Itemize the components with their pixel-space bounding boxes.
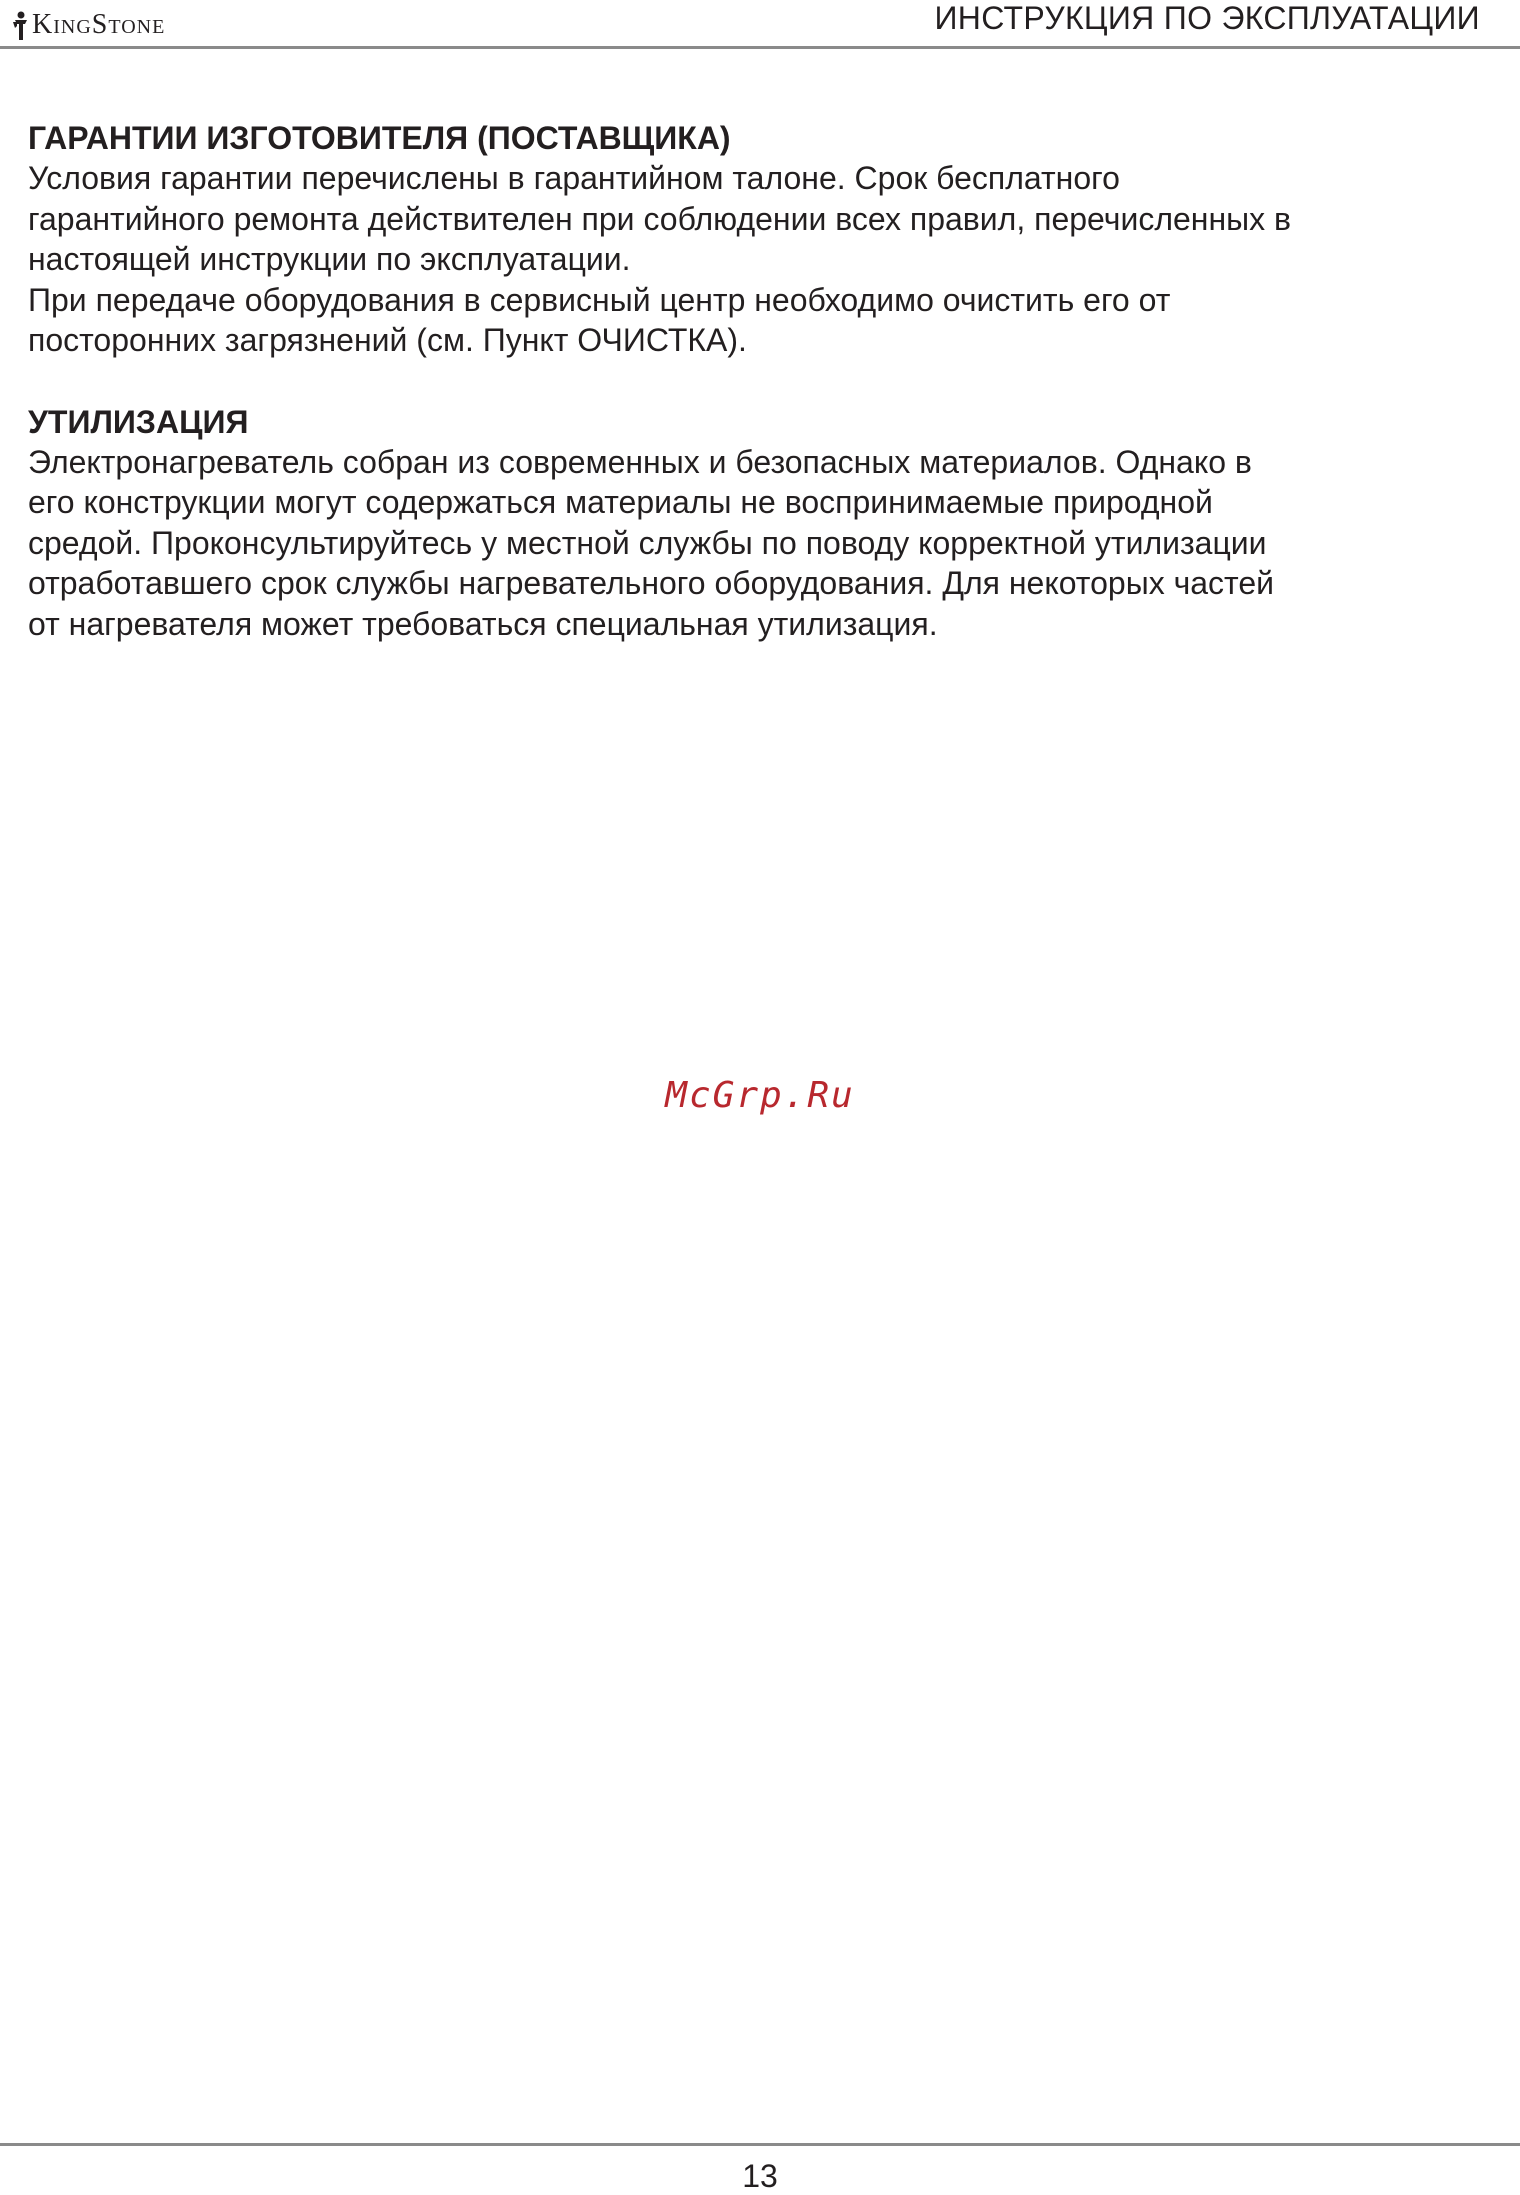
disposal-section [28,402,1468,645]
disposal-text: Электронагреватель собран из современных и безопасных материалов. Однако в его конструкции могут содержаться материалы не воспринимаемые природной средой. Проконсультируйтесь у местной службы по поводу корректной утилизации отработавшего срок службы нагревательного оборудования. Для некоторых частей от нагревателя может требоваться специальная утилизация. [28,443,1275,642]
page-number: 13 [742,2158,778,2194]
page-content [28,118,1468,685]
page-header [0,0,1520,49]
document-title: ИНСТРУКЦИЯ ПО ЭКСПЛУАТАЦИИ [934,0,1480,36]
logo-text: KingStone [32,9,166,40]
warranty-text: Условия гарантии перечислены в гарантийном талоне. Срок бесплатного гарантийного ремонта действителен при соблюдении всех правил, перечисленных в настоящей инструкции по эксплуатации. При передаче оборудования в сервисный центр необходимо очистить его от посторонних загрязнений (см. Пункт ОЧИСТКА). [28,160,1292,358]
warranty-section [28,118,1468,361]
disposal-heading: УТИЛИЗАЦИЯ [28,403,249,440]
watermark: McGrp.Ru [665,1075,855,1116]
brand-logo [12,2,165,42]
page-footer-rule [0,2143,1520,2146]
crown-icon [12,10,30,42]
warranty-heading: ГАРАНТИИ ИЗГОТОВИТЕЛЯ (ПОСТАВЩИКА) [28,120,731,156]
